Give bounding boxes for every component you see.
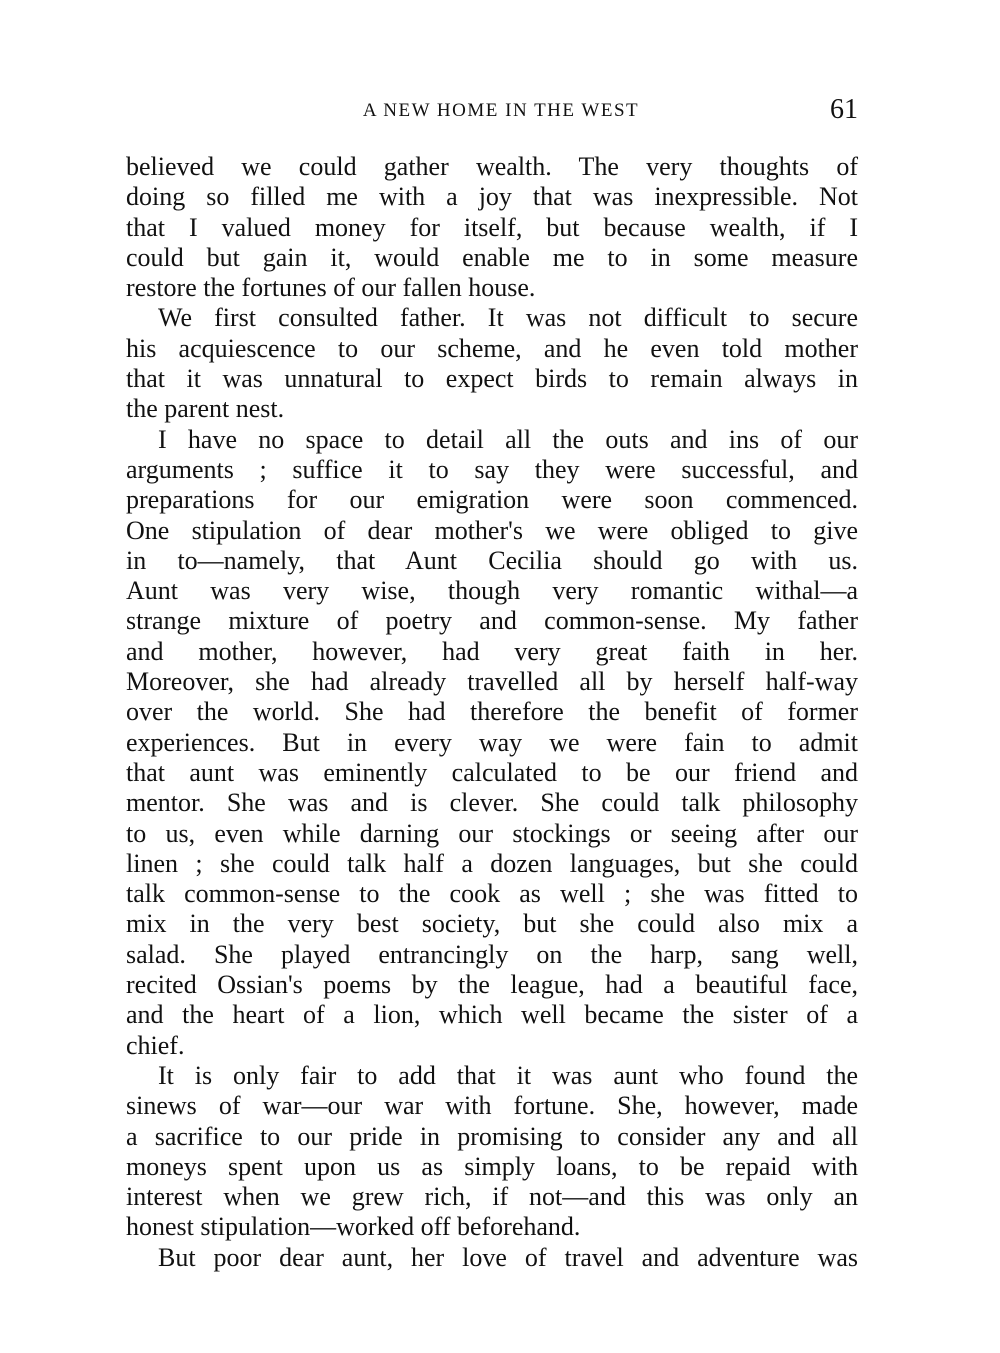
text-line: Moreover, she had already travelled all by herself half-way bbox=[126, 667, 858, 697]
text-line: believed we could gather wealth. The very thoughts of bbox=[126, 152, 858, 181]
text-line: experiences. But in every way we were fain to admit bbox=[126, 727, 858, 757]
text-line: and mother, however, had very great faith in her. bbox=[126, 636, 858, 666]
text-line: It is only fair to add that it was aunt who found the bbox=[158, 1060, 858, 1090]
text-line: and the heart of a lion, which well became the sister of a bbox=[126, 1000, 858, 1030]
text-line: that it was unnatural to expect birds to remain always in bbox=[126, 364, 858, 394]
text-line: arguments ; suffice it to say they were successful, and bbox=[126, 454, 858, 484]
text-line: Aunt was very wise, though very romantic withal—a bbox=[126, 576, 858, 606]
text-line: that I valued money for itself, but because wealth, if I bbox=[126, 212, 858, 242]
running-head bbox=[126, 96, 858, 126]
text-line: We first consulted father. It was not difficult to secure bbox=[158, 303, 858, 333]
text-line: mentor. She was and is clever. She could talk philosophy bbox=[126, 788, 858, 818]
text-line: honest stipulation—worked off beforehand. bbox=[126, 1212, 581, 1242]
text-line: I have no space to detail all the outs and ins of our bbox=[158, 424, 858, 454]
text-line: chief. bbox=[126, 1030, 185, 1060]
text-line: preparations for our emigration were soon commenced. bbox=[126, 485, 858, 515]
text-line: over the world. She had therefore the benefit of former bbox=[126, 697, 858, 727]
text-line: interest when we grew rich, if not—and this was only an bbox=[126, 1182, 858, 1212]
text-line: moneys spent upon us as simply loans, to be repaid with bbox=[126, 1151, 858, 1181]
text-line: recited Ossian's poems by the league, had a beautiful face, bbox=[126, 970, 858, 1000]
text-line: strange mixture of poetry and common-sense. My father bbox=[126, 606, 858, 636]
text-line: linen ; she could talk half a dozen languages, but she could bbox=[126, 848, 858, 878]
text-line: restore the fortunes of our fallen house. bbox=[126, 273, 536, 303]
running-title: A NEW HOME IN THE WEST bbox=[362, 100, 640, 121]
text-line: One stipulation of dear mother's we were obliged to give bbox=[126, 515, 858, 545]
text-line: to us, even while darning our stockings or seeing after our bbox=[126, 818, 858, 848]
text-line: doing so filled me with a joy that was inexpressible. Not bbox=[126, 182, 858, 212]
text-line: in to—namely, that Aunt Cecilia should go with us. bbox=[126, 545, 858, 575]
text-line: talk common-sense to the cook as well ; she was fitted to bbox=[126, 879, 858, 909]
text-line: that aunt was eminently calculated to be our friend and bbox=[126, 757, 858, 787]
text-line: sinews of war—our war with fortune. She, however, made bbox=[126, 1091, 858, 1121]
text-line: his acquiescence to our scheme, and he even told mother bbox=[126, 333, 858, 363]
text-line: salad. She played entrancingly on the harp, sang well, bbox=[126, 939, 858, 969]
text-line: the parent nest. bbox=[126, 394, 285, 424]
page-number: 61 bbox=[830, 94, 858, 125]
body-text bbox=[126, 152, 858, 1273]
text-line: could but gain it, would enable me to in some measure bbox=[126, 242, 858, 272]
text-line: a sacrifice to our pride in promising to consider any and all bbox=[126, 1121, 858, 1151]
text-line: mix in the very best society, but she could also mix a bbox=[126, 909, 858, 939]
text-line: But poor dear aunt, her love of travel and adventure was bbox=[158, 1242, 858, 1272]
